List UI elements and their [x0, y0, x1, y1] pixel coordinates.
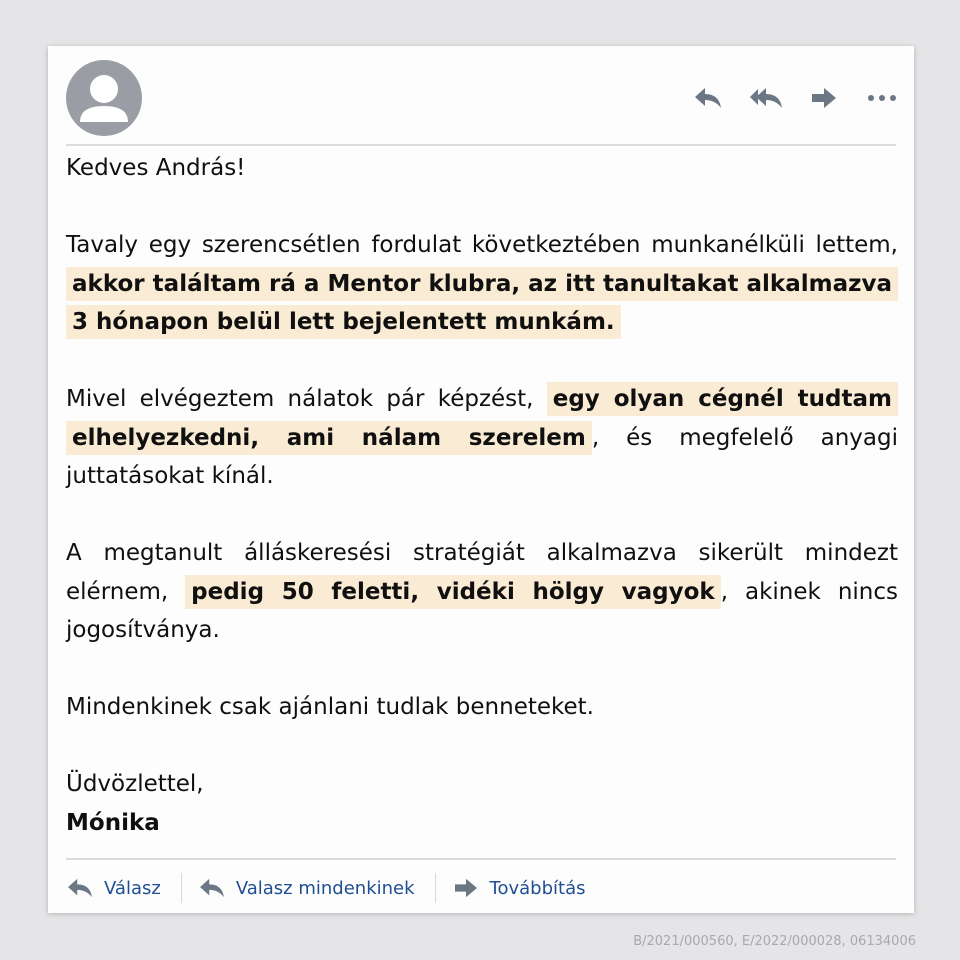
message-toolbar [690, 80, 900, 116]
reply-icon[interactable] [690, 80, 726, 116]
reference-code: B/2021/000560, E/2022/000028, 06134006 [633, 934, 916, 949]
forward-icon[interactable] [806, 80, 842, 116]
paragraph-1 [66, 226, 898, 342]
forward-button-label: Továbbítás [489, 877, 586, 899]
greeting: Kedves András! [66, 155, 246, 181]
paragraph-3-tail: , akinek nincs jogosítványa. [66, 578, 898, 643]
reply-icon [198, 877, 226, 899]
paragraph-4: Mindenkinek csak ajánlani tudlak benneteket. [66, 694, 594, 720]
forward-icon [452, 877, 480, 899]
header-divider [66, 144, 896, 146]
more-icon[interactable] [864, 80, 900, 116]
paragraph-1-highlight: akkor találtam rá a Mentor klubra, az itt tanultakat alkalmazva 3 hónapon belül lett bejelentett munkám. [66, 267, 898, 340]
footer-separator [435, 873, 436, 903]
sender-avatar [66, 60, 142, 136]
paragraph-2-highlight: egy olyan cégnél tudtam elhelyezkedni, ami nálam szerelem [66, 382, 898, 455]
paragraph-2-text: Mivel elvégeztem nálatok pár képzést, [66, 386, 547, 412]
paragraph-2-tail: , és megfelelő anyagi juttatásokat kínál. [66, 424, 898, 489]
reply-button-label: Válasz [104, 877, 161, 899]
footer-separator [181, 873, 182, 903]
reply-all-button[interactable] [198, 877, 435, 899]
reply-all-button-label: Valasz mindenkinek [235, 877, 415, 899]
reply-icon [66, 877, 94, 899]
paragraph-2 [66, 380, 898, 496]
paragraph-3-highlight: pedig 50 feletti, vidéki hölgy vagyok [185, 575, 721, 609]
forward-button[interactable] [452, 877, 606, 899]
closing: Üdvözlettel, [66, 771, 204, 797]
signature: Mónika [66, 809, 160, 836]
message-body [66, 149, 898, 842]
paragraph-3-text: A megtanult álláskeresési stratégiát alkalmazva sikerült mindezt elérnem, [66, 540, 898, 605]
email-card [48, 46, 914, 913]
reply-all-icon[interactable] [748, 80, 784, 116]
reply-button[interactable] [66, 877, 181, 899]
footer-divider [66, 858, 896, 860]
paragraph-3 [66, 534, 898, 650]
paragraph-1-text: Tavaly egy szerencsétlen fordulat következtében munkanélküli lettem, [66, 232, 898, 258]
message-footer [66, 866, 605, 910]
